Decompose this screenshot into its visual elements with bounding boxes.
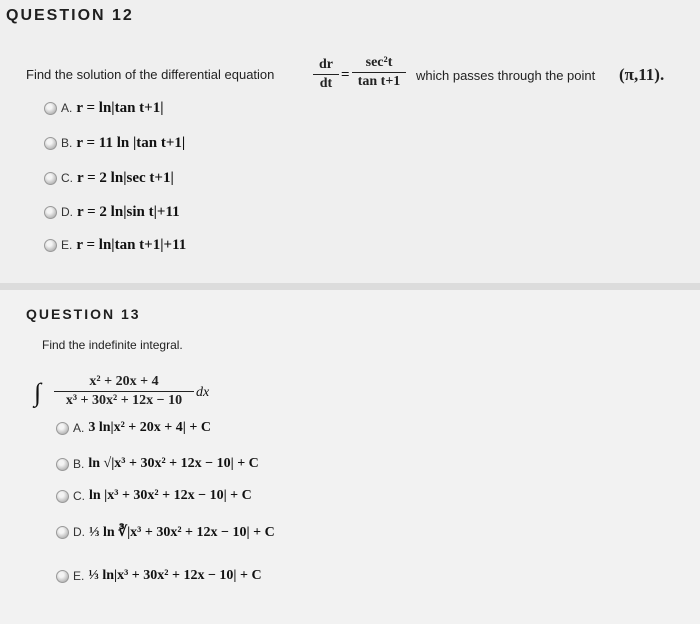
radio-button[interactable]: [56, 458, 69, 471]
radio-button[interactable]: [44, 137, 57, 150]
question-13-title: QUESTION 13: [26, 306, 141, 322]
point-value: (π,11).: [619, 65, 665, 84]
integrand-fraction: [54, 374, 194, 409]
option-letter: C.: [61, 171, 73, 185]
question-13-panel: [0, 290, 700, 624]
dx-label: dx: [196, 385, 210, 400]
rhs-denominator: tan t+1: [357, 74, 401, 89]
question-12-panel: [0, 0, 700, 283]
question-12-prompt: Find the solution of the differential equation: [26, 67, 275, 82]
radio-button[interactable]: [44, 239, 57, 252]
question-12-prompt-suffix: which passes through the point: [416, 68, 596, 83]
option-letter: B.: [73, 457, 85, 471]
radio-button[interactable]: [44, 172, 57, 185]
option-letter: A.: [61, 101, 73, 115]
radio-button[interactable]: [44, 102, 57, 115]
integrand-numerator: x² + 20x + 4: [89, 374, 159, 389]
q13-option-d[interactable]: [56, 522, 275, 542]
option-expression: ln √|x³ + 30x² + 12x − 10| + C: [88, 456, 259, 471]
question-12-title: QUESTION 12: [6, 7, 134, 24]
option-expression: ⅓ ln ∛|x³ + 30x² + 12x − 10| + C: [89, 524, 275, 540]
option-expression: ln |x³ + 30x² + 12x − 10| + C: [89, 488, 252, 503]
option-letter: D.: [61, 205, 73, 219]
q13-option-a[interactable]: [56, 418, 211, 438]
option-expression: r = ln|tan t+1|: [76, 99, 164, 116]
option-expression: 3 ln|x² + 20x + 4| + C: [88, 420, 211, 435]
radio-button[interactable]: [44, 206, 57, 219]
option-expression: r = 2 ln|sin t|+11: [77, 203, 180, 220]
option-expression: r = 2 ln|sec t+1|: [77, 169, 174, 186]
derivative-numerator: dr: [319, 57, 333, 72]
rhs-fraction: [352, 55, 406, 90]
option-expression: ⅓ ln|x³ + 30x² + 12x − 10| + C: [88, 568, 262, 583]
q12-option-d[interactable]: [44, 202, 180, 222]
derivative-denominator: dt: [319, 76, 333, 91]
section-divider: [0, 283, 700, 290]
radio-button[interactable]: [56, 490, 69, 503]
question-13-prompt: Find the indefinite integral.: [42, 338, 183, 352]
option-letter: D.: [73, 525, 85, 539]
fraction-bar: [313, 74, 339, 75]
equals-sign: =: [341, 67, 350, 83]
q13-option-c[interactable]: [56, 486, 252, 506]
q12-option-c[interactable]: [44, 168, 174, 188]
rhs-numerator: sec²t: [365, 55, 393, 70]
radio-button[interactable]: [56, 526, 69, 539]
q13-option-e[interactable]: [56, 566, 262, 586]
fraction-bar: [352, 72, 406, 73]
option-letter: B.: [61, 136, 73, 150]
option-expression: r = ln|tan t+1|+11: [76, 236, 187, 253]
option-letter: E.: [61, 238, 73, 252]
q12-option-a[interactable]: [44, 98, 164, 118]
option-letter: C.: [73, 489, 85, 503]
radio-button[interactable]: [56, 422, 69, 435]
option-letter: E.: [73, 569, 85, 583]
integral-sign: ∫: [34, 378, 42, 407]
q12-option-e[interactable]: [44, 235, 186, 255]
q12-option-b[interactable]: [44, 133, 185, 153]
option-expression: r = 11 ln |tan t+1|: [76, 134, 186, 151]
integrand-denominator: x³ + 30x² + 12x − 10: [65, 393, 183, 408]
option-letter: A.: [73, 421, 85, 435]
fraction-bar: [54, 391, 194, 392]
derivative-fraction: [313, 57, 339, 92]
radio-button[interactable]: [56, 570, 69, 583]
q13-option-b[interactable]: [56, 454, 259, 474]
